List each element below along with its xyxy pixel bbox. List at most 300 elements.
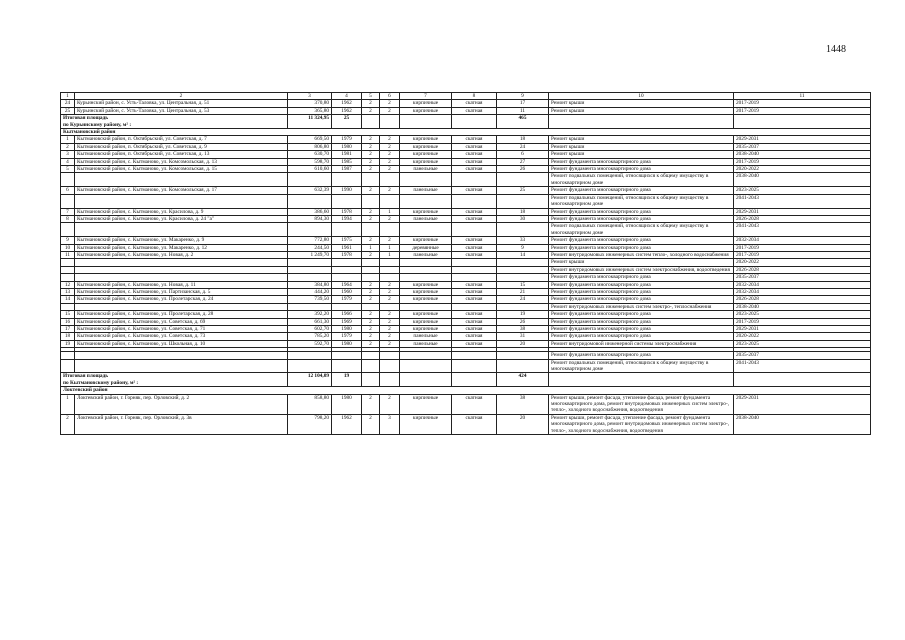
table-cell: 2017-2019: [734, 244, 871, 251]
table-cell: скатная: [452, 311, 497, 318]
table-cell: 8: [61, 215, 75, 222]
table-cell: 2038-2040: [734, 414, 871, 434]
table-row: [61, 100, 871, 107]
table-cell: 1: [380, 251, 400, 258]
table-cell: кирпичные: [400, 394, 452, 414]
header-cell: 3: [288, 93, 332, 100]
table-cell: 798,20: [288, 414, 332, 434]
table-row-continuation: [61, 274, 871, 281]
table-cell: Ремонт крыши, ремонт фасада, утепление фасада, ремонт фундамента многоквартирного дома, ремонт внутридомовых инженерных систем электро-, тепло-, холодного водоснабжения, водоотведения: [549, 414, 734, 434]
table-cell: скатная: [452, 143, 497, 150]
table-cell: 2: [362, 311, 380, 318]
table-cell: 24: [497, 296, 549, 303]
table-cell: 2: [362, 151, 380, 158]
table-cell: Кытмановский район, с. Кытманово, ул. Комсомольская, д. 13: [75, 158, 288, 165]
table-cell: 2: [380, 394, 400, 414]
total-population: 424: [497, 373, 549, 387]
table-cell: кирпичные: [400, 326, 452, 333]
table-cell: Кытмановский район, п. Октябрьский, ул. Советская, д. 13: [75, 151, 288, 158]
table-cell: 6: [61, 187, 75, 194]
table-cell: 1978: [332, 208, 362, 215]
table-cell: 1: [61, 136, 75, 143]
table-row-continuation: [61, 266, 871, 273]
table-cell: Локтевский район, г. Горняк, пер. Орловский, д. 3в: [75, 414, 288, 434]
table-cell: 894,30: [288, 215, 332, 222]
table-cell: 38: [497, 326, 549, 333]
table-cell: 2: [362, 100, 380, 107]
table-cell: 2: [362, 281, 380, 288]
work-type-cell: Ремонт подвальных помещений, относящихся к общему имуществу в многоквартирном доме: [549, 359, 734, 373]
table-cell: Ремонт фундамента многоквартирного дома: [549, 311, 734, 318]
table-cell: 2: [362, 326, 380, 333]
table-row: [61, 326, 871, 333]
table-cell: 19: [61, 340, 75, 347]
table-cell: кирпичные: [400, 151, 452, 158]
table-cell: 806,80: [288, 143, 332, 150]
table-cell: кирпичные: [400, 318, 452, 325]
period-cell: 2035-2037: [734, 274, 871, 281]
table-cell: скатная: [452, 237, 497, 244]
table-cell: 2026-2028: [734, 296, 871, 303]
table-cell: 444,20: [288, 288, 332, 295]
table-cell: 7: [61, 208, 75, 215]
table-cell: панельные: [400, 340, 452, 347]
table-cell: панельные: [400, 166, 452, 173]
district-heading: Кытмановский район: [61, 129, 871, 136]
table-cell: кирпичные: [400, 136, 452, 143]
table-cell: скатная: [452, 333, 497, 340]
table-cell: 2017-2019: [734, 251, 871, 258]
table-cell: 20: [497, 414, 549, 434]
table-cell: скатная: [452, 288, 497, 295]
table-cell: Ремонт внутридомовых инженерных систем тепло-, холодного водоснабжения: [549, 251, 734, 258]
table-cell: 2: [380, 166, 400, 173]
table-cell: 2: [362, 166, 380, 173]
table-cell: 18: [61, 333, 75, 340]
table-cell: 2032-2034: [734, 237, 871, 244]
table-cell: 1980: [332, 326, 362, 333]
table-cell: 2: [380, 296, 400, 303]
table-cell: 1964: [332, 281, 362, 288]
table-row-continuation: [61, 352, 871, 359]
table-cell: Ремонт фундамента многоквартирного дома: [549, 318, 734, 325]
table-cell: 2: [362, 414, 380, 434]
table-cell: 15: [61, 311, 75, 318]
table-cell: скатная: [452, 151, 497, 158]
table-cell: 2: [362, 215, 380, 222]
table-cell: 2: [380, 281, 400, 288]
table-cell: 14: [61, 296, 75, 303]
table-cell: 1962: [332, 100, 362, 107]
table-cell: Ремонт крыши: [549, 107, 734, 114]
table-cell: 2: [362, 296, 380, 303]
table-cell: 1978: [332, 251, 362, 258]
table-cell: 5: [61, 166, 75, 173]
table-cell: 26: [497, 166, 549, 173]
header-cell: 6: [380, 93, 400, 100]
table-cell: Ремонт фундамента многоквартирного дома: [549, 244, 734, 251]
period-cell: 2020-2022: [734, 259, 871, 266]
table-cell: Ремонт фундамента многоквартирного дома: [549, 333, 734, 340]
table-row: [61, 143, 871, 150]
table-cell: 1: [61, 394, 75, 414]
table-cell: 2: [380, 100, 400, 107]
table-cell: 1985: [332, 158, 362, 165]
table-cell: кирпичные: [400, 414, 452, 434]
table-cell: 858,80: [288, 394, 332, 414]
table-row-continuation: [61, 223, 871, 237]
table-cell: 2029-2031: [734, 394, 871, 414]
work-type-cell: Ремонт фундамента многоквартирного дома: [549, 352, 734, 359]
table-cell: 1975: [332, 237, 362, 244]
table-cell: кирпичные: [400, 158, 452, 165]
district-heading: Локтевский район: [61, 387, 871, 394]
table-cell: 2017-2019: [734, 158, 871, 165]
table-cell: 2017-2019: [734, 107, 871, 114]
table-cell: 1962: [332, 107, 362, 114]
table-cell: кирпичные: [400, 281, 452, 288]
district-total-row: [61, 115, 871, 129]
table-cell: Ремонт крыши, ремонт фасада, утепление фасада, ремонт фундамента многоквартирного дома, ремонт внутридомовых инженерных систем электро-, тепло-, холодного водоснабжения, водоотведения: [549, 394, 734, 414]
table-row: [61, 107, 871, 114]
table-cell: 20: [497, 340, 549, 347]
table-cell: 2: [380, 107, 400, 114]
table-cell: 632,39: [288, 187, 332, 194]
table-cell: Ремонт фундамента многоквартирного дома: [549, 237, 734, 244]
table-cell: 2: [380, 288, 400, 295]
table-cell: 1990: [332, 187, 362, 194]
table-row: [61, 166, 871, 173]
table-cell: 33: [497, 237, 549, 244]
table-cell: 392,20: [288, 311, 332, 318]
period-cell: 2038-2040: [734, 303, 871, 310]
work-type-cell: Ремонт внутридомовых инженерных систем электро-, теплоснабжения: [549, 303, 734, 310]
table-cell: скатная: [452, 100, 497, 107]
table-cell: 1961: [332, 244, 362, 251]
table-row: [61, 288, 871, 295]
table-cell: 3: [61, 151, 75, 158]
table-cell: Кытмановский район, с. Кытманово, ул. Новая, д. 2: [75, 251, 288, 258]
total-label: Итоговая площадь по Кытмановскому району, м² :: [61, 373, 288, 387]
table-cell: Ремонт крыши: [549, 151, 734, 158]
table-cell: 1966: [332, 311, 362, 318]
table-cell: Кытмановский район, с. Кытманово, ул. Советская, д. 71: [75, 326, 288, 333]
table-cell: 2: [362, 158, 380, 165]
table-cell: 610,60: [288, 166, 332, 173]
table-cell: 3: [380, 414, 400, 434]
work-type-cell: Ремонт подвальных помещений, относящихся к общему имуществу в многоквартирном доме: [549, 223, 734, 237]
table-cell: кирпичные: [400, 208, 452, 215]
table-row: [61, 244, 871, 251]
table-cell: Ремонт крыши: [549, 143, 734, 150]
table-cell: 2: [380, 215, 400, 222]
table-cell: 1987: [332, 166, 362, 173]
table-row: [61, 151, 871, 158]
table-cell: 2: [61, 143, 75, 150]
table-row: [61, 311, 871, 318]
table-cell: 27: [497, 158, 549, 165]
table-cell: 9: [61, 237, 75, 244]
table-cell: Кытмановский район, с. Кытманово, ул. Школьная, д. 10: [75, 340, 288, 347]
table-cell: 12: [61, 281, 75, 288]
table-cell: 2: [362, 333, 380, 340]
table-cell: 2: [362, 340, 380, 347]
table-row: [61, 318, 871, 325]
table-cell: 1980: [332, 143, 362, 150]
header-row: [61, 93, 871, 100]
table-cell: Ремонт внутридомовой инженерной системы электроснабжения: [549, 340, 734, 347]
table-cell: 2: [380, 318, 400, 325]
table-cell: кирпичные: [400, 288, 452, 295]
table-row: [61, 208, 871, 215]
table-cell: 4: [61, 158, 75, 165]
table-row-continuation: [61, 259, 871, 266]
table-cell: 365,80: [288, 107, 332, 114]
header-cell: 10: [549, 93, 734, 100]
table-cell: 630,70: [288, 151, 332, 158]
table-cell: 2: [380, 237, 400, 244]
table-row: [61, 158, 871, 165]
work-type-cell: Ремонт подвальных помещений, относящихся к общему имуществу в многоквартирном доме: [549, 173, 734, 187]
total-count: 19: [332, 373, 362, 387]
table-cell: 10: [61, 244, 75, 251]
table-cell: 2: [362, 208, 380, 215]
table-cell: кирпичные: [400, 100, 452, 107]
table-cell: 2020-2022: [734, 333, 871, 340]
table-row: [61, 237, 871, 244]
header-cell: 1: [61, 93, 75, 100]
table-cell: Ремонт фундамента многоквартирного дома: [549, 296, 734, 303]
table-cell: Ремонт фундамента многоквартирного дома: [549, 187, 734, 194]
table-cell: панельные: [400, 333, 452, 340]
header-cell: 5: [362, 93, 380, 100]
table-cell: 24: [61, 100, 75, 107]
table-cell: 785,20: [288, 333, 332, 340]
page-number: 1448: [826, 44, 846, 55]
work-type-cell: Ремонт крыши: [549, 259, 734, 266]
table-cell: скатная: [452, 318, 497, 325]
table-cell: 2: [362, 143, 380, 150]
table-cell: 1979: [332, 136, 362, 143]
table-cell: 598,70: [288, 158, 332, 165]
table-cell: 11: [497, 107, 549, 114]
table-cell: 2: [380, 311, 400, 318]
table-cell: 2023-2025: [734, 340, 871, 347]
table-row: [61, 251, 871, 258]
table-cell: 386,60: [288, 208, 332, 215]
table-cell: 2: [380, 136, 400, 143]
table-cell: 2: [362, 237, 380, 244]
table-cell: деревянные: [400, 244, 452, 251]
header-cell: 11: [734, 93, 871, 100]
table-cell: 14: [497, 251, 549, 258]
period-cell: 2041-2043: [734, 223, 871, 237]
table-row: [61, 333, 871, 340]
table-cell: Ремонт фундамента многоквартирного дома: [549, 158, 734, 165]
table-cell: 1969: [332, 318, 362, 325]
table-cell: 2: [362, 318, 380, 325]
table-cell: 772,80: [288, 237, 332, 244]
table-cell: скатная: [452, 394, 497, 414]
table-cell: кирпичные: [400, 237, 452, 244]
table-cell: 2035-2037: [734, 143, 871, 150]
table-cell: Кытмановский район, п. Октябрьский, ул. Советская, д. 9: [75, 143, 288, 150]
work-type-cell: Ремонт подвальных помещений, относящихся к общему имуществу в многоквартирном доме: [549, 194, 734, 208]
table-cell: 11: [61, 251, 75, 258]
table-cell: 2: [380, 151, 400, 158]
period-cell: 2041-2043: [734, 194, 871, 208]
table-cell: 2: [362, 107, 380, 114]
total-population: 465: [497, 115, 549, 129]
header-cell: 9: [497, 93, 549, 100]
table-cell: 1980: [332, 394, 362, 414]
table-cell: Ремонт фундамента многоквартирного дома: [549, 208, 734, 215]
table-cell: скатная: [452, 166, 497, 173]
header-cell: 2: [75, 93, 288, 100]
table-cell: 38: [497, 394, 549, 414]
table-cell: скатная: [452, 187, 497, 194]
table-cell: 9: [497, 244, 549, 251]
table-cell: Ремонт фундамента многоквартирного дома: [549, 326, 734, 333]
district-total-row: [61, 373, 871, 387]
table-cell: Кытмановский район, с. Кытманово, ул. Красилова, д. 9: [75, 208, 288, 215]
table-cell: 2029-2031: [734, 326, 871, 333]
work-type-cell: Ремонт фундамента многоквартирного дома: [549, 274, 734, 281]
district-section-row: [61, 129, 871, 136]
table-cell: 18: [497, 208, 549, 215]
table-cell: 1: [380, 208, 400, 215]
table-cell: 1 249,70: [288, 251, 332, 258]
table-cell: 2: [380, 326, 400, 333]
header-cell: 4: [332, 93, 362, 100]
table-cell: скатная: [452, 215, 497, 222]
table-cell: 25: [61, 107, 75, 114]
table-cell: 2023-2025: [734, 311, 871, 318]
table-cell: 1979: [332, 333, 362, 340]
table-cell: 13: [61, 288, 75, 295]
table-cell: кирпичные: [400, 296, 452, 303]
table-cell: 1: [380, 244, 400, 251]
table-cell: 21: [497, 288, 549, 295]
total-area: 11 324,95: [288, 115, 332, 129]
table-cell: 2: [362, 394, 380, 414]
table-cell: Курьинский район, с. Усть-Таловка, ул. Центральная, д. 53: [75, 107, 288, 114]
table-cell: Ремонт фундамента многоквартирного дома: [549, 281, 734, 288]
table-cell: скатная: [452, 244, 497, 251]
table-cell: Кытмановский район, с. Кытманово, ул. Красилова, д. 24 "а": [75, 215, 288, 222]
table-cell: кирпичные: [400, 143, 452, 150]
table-cell: 1981: [332, 151, 362, 158]
table-cell: скатная: [452, 208, 497, 215]
table-row: [61, 215, 871, 222]
table-cell: 2020-2022: [734, 166, 871, 173]
table-cell: Кытмановский район, с. Кытманово, ул. Макаренко, д. 12: [75, 244, 288, 251]
table-row: [61, 414, 871, 434]
table-cell: 370,80: [288, 100, 332, 107]
table-cell: 2026-2028: [734, 215, 871, 222]
table-cell: Локтевский район, г. Горняк, пер. Орловский, д. 2: [75, 394, 288, 414]
table-row: [61, 340, 871, 347]
table-cell: панельные: [400, 251, 452, 258]
table-cell: 1: [362, 244, 380, 251]
total-count: 25: [332, 115, 362, 129]
total-area: 12 104,09: [288, 373, 332, 387]
table-cell: 26: [497, 318, 549, 325]
table-row: [61, 296, 871, 303]
table-cell: скатная: [452, 326, 497, 333]
table-row: [61, 281, 871, 288]
table-cell: 2038-2040: [734, 151, 871, 158]
table-cell: Ремонт фундамента многоквартирного дома: [549, 215, 734, 222]
table-cell: 2: [380, 143, 400, 150]
table-cell: Курьинский район, с. Усть-Таловка, ул. Центральная, д. 51: [75, 100, 288, 107]
table-cell: 30: [497, 215, 549, 222]
table-cell: 2: [380, 333, 400, 340]
table-cell: 384,80: [288, 281, 332, 288]
table-row-continuation: [61, 194, 871, 208]
table-cell: скатная: [452, 414, 497, 434]
table-cell: 2: [380, 340, 400, 347]
table-cell: 1960: [332, 288, 362, 295]
table-cell: 31: [497, 333, 549, 340]
table-row: [61, 394, 871, 414]
period-cell: 2035-2037: [734, 352, 871, 359]
table-cell: Кытмановский район, п. Октябрьский, ул. Советская, д. 7: [75, 136, 288, 143]
table-cell: 2: [380, 187, 400, 194]
table-cell: панельные: [400, 215, 452, 222]
table-cell: скатная: [452, 107, 497, 114]
table-cell: 1994: [332, 215, 362, 222]
table-cell: скатная: [452, 296, 497, 303]
table-cell: Ремонт крыши: [549, 100, 734, 107]
table-cell: 24: [497, 143, 549, 150]
table-cell: кирпичные: [400, 107, 452, 114]
table-cell: Ремонт фундамента многоквартирного дома: [549, 288, 734, 295]
period-cell: 2026-2028: [734, 266, 871, 273]
table-cell: 244,50: [288, 244, 332, 251]
table-cell: 2: [362, 288, 380, 295]
table-row-continuation: [61, 303, 871, 310]
table-cell: панельные: [400, 187, 452, 194]
table-cell: Кытмановский район, с. Кытманово, ул. Советская, д. 73: [75, 333, 288, 340]
table-cell: 2029-2031: [734, 208, 871, 215]
table-cell: 2032-2034: [734, 281, 871, 288]
table-cell: 17: [497, 100, 549, 107]
total-label: Итоговая площадь по Курьинскому району, м² :: [61, 115, 288, 129]
table-cell: 2023-2025: [734, 187, 871, 194]
table-cell: скатная: [452, 251, 497, 258]
table-cell: Кытмановский район, с. Кытманово, ул. Комсомольская, д. 17: [75, 187, 288, 194]
housing-table: [60, 92, 871, 435]
table-cell: 1979: [332, 296, 362, 303]
table-cell: 25: [497, 187, 549, 194]
period-cell: 2041-2043: [734, 359, 871, 373]
table-cell: 18: [497, 136, 549, 143]
table-cell: Кытмановский район, с. Кытманово, ул. Пролетарская, д. 24: [75, 296, 288, 303]
table-cell: скатная: [452, 136, 497, 143]
table-cell: 2029-2031: [734, 136, 871, 143]
table-cell: 2: [362, 251, 380, 258]
table-cell: 6: [497, 151, 549, 158]
table-cell: Кытмановский район, с. Кытманово, ул. Советская, д. 69: [75, 318, 288, 325]
district-section-row: [61, 387, 871, 394]
table-row-continuation: [61, 173, 871, 187]
table-cell: скатная: [452, 158, 497, 165]
table-cell: 602,70: [288, 326, 332, 333]
table-cell: 17: [61, 326, 75, 333]
table-cell: 661,30: [288, 318, 332, 325]
work-type-cell: Ремонт внутридомовых инженерных систем электроснабжения, водоотведения: [549, 266, 734, 273]
